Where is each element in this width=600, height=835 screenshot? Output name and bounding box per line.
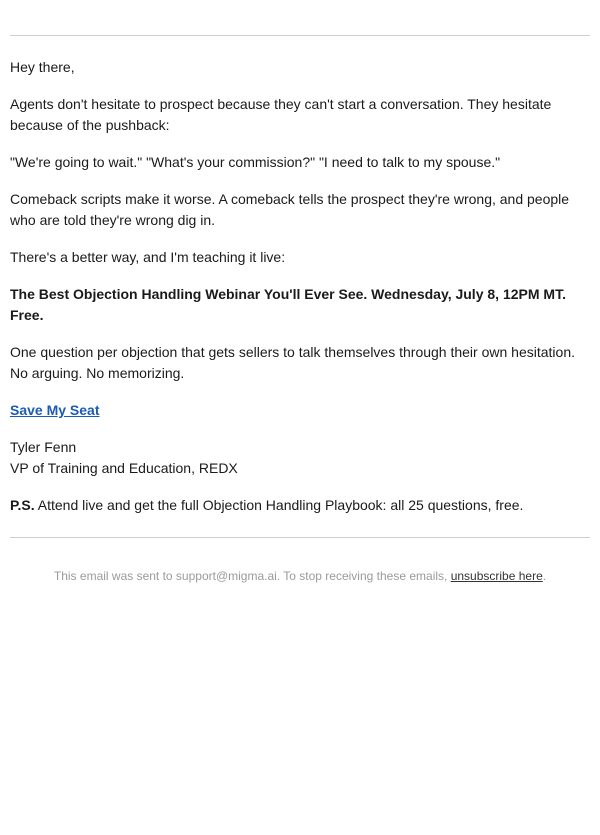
unsubscribe-link[interactable]: unsubscribe here	[450, 569, 543, 583]
postscript	[10, 495, 590, 516]
signature-title: VP of Training and Education, REDX	[10, 460, 238, 476]
objection-quotes: "We're going to wait." "What's your commission?" "I need to talk to my spouse."	[10, 154, 501, 170]
top-divider	[10, 35, 590, 36]
webinar-headline: The Best Objection Handling Webinar You'll Ever See. Wednesday, July 8, 12PM MT. Free.	[10, 286, 566, 323]
comeback-paragraph: Comeback scripts make it worse. A comeback tells the prospect they're wrong, and people who are told they're wrong dig in.	[10, 191, 570, 228]
intro-paragraph: Agents don't hesitate to prospect because they can't start a conversation. They hesitate because of the pushback:	[10, 96, 552, 133]
footer-end: .	[542, 569, 547, 583]
greeting: Hey there,	[10, 59, 75, 75]
method-paragraph: One question per objection that gets sellers to talk themselves through their own hesitation. No arguing. No memorizing.	[10, 344, 575, 381]
cta-row	[10, 400, 590, 421]
signature-name: Tyler Fenn	[10, 439, 77, 455]
signature	[10, 437, 590, 479]
better-way-paragraph: There's a better way, and I'm teaching it live:	[10, 249, 286, 265]
footer-notice	[10, 567, 590, 585]
email-body	[0, 35, 600, 585]
ps-label: P.S.	[10, 497, 35, 513]
save-my-seat-link[interactable]: Save My Seat	[10, 402, 100, 418]
ps-text: Attend live and get the full Objection Handling Playbook: all 25 questions, free.	[34, 497, 524, 513]
bottom-divider	[10, 537, 590, 538]
footer-text: This email was sent to support@migma.ai. To stop receiving these emails,	[53, 569, 451, 583]
